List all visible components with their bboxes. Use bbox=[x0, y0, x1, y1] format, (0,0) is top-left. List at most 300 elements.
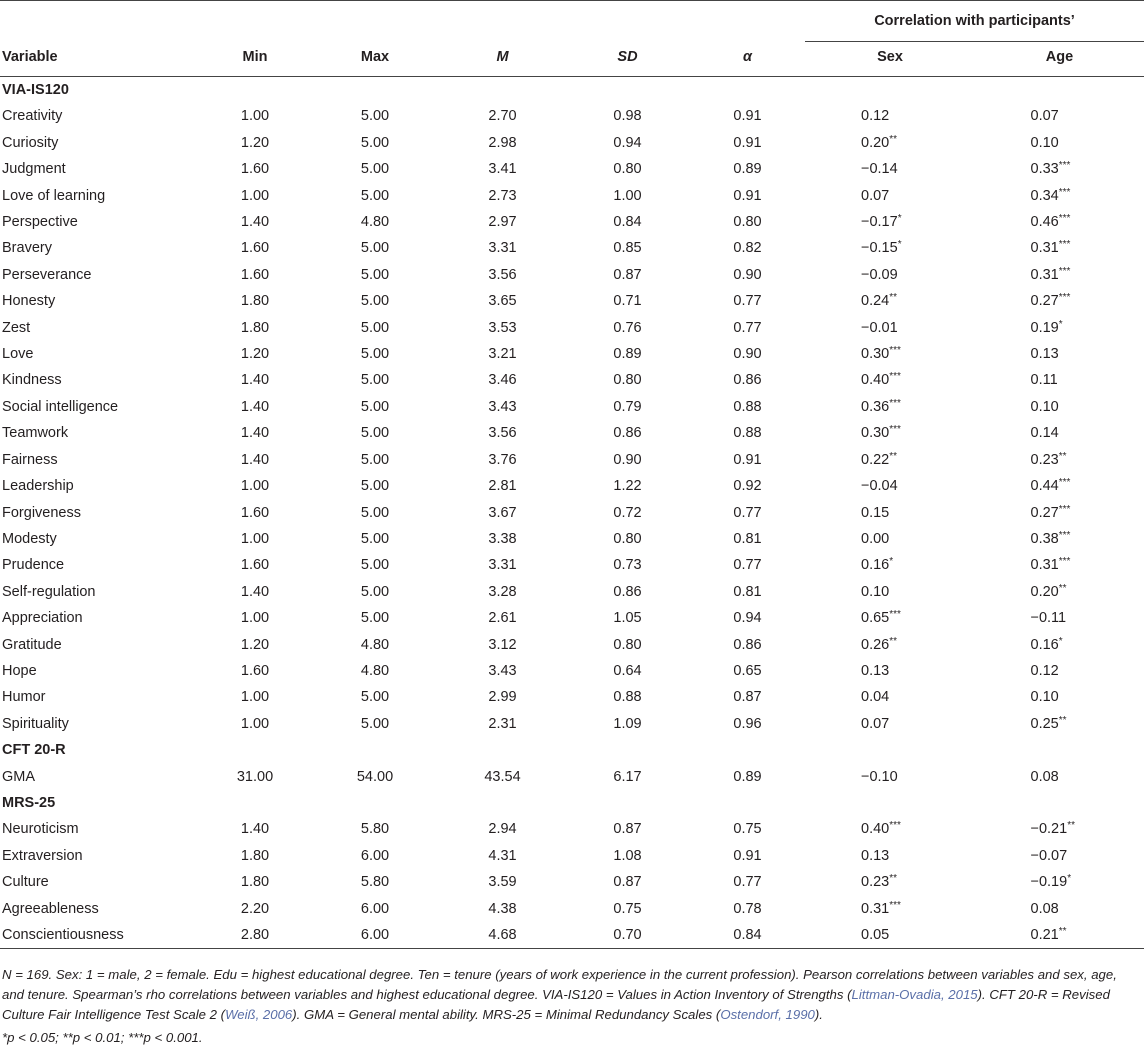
min-cell: 1.80 bbox=[240, 293, 270, 310]
sd-cell: 0.86 bbox=[613, 583, 642, 600]
alpha-cell: 0.89 bbox=[733, 161, 762, 178]
sd-cell: 1.05 bbox=[613, 610, 642, 627]
table-row bbox=[0, 473, 1144, 499]
age-corr-cell bbox=[975, 711, 1144, 737]
mean-cell: 2.94 bbox=[488, 821, 517, 838]
significance-stars: *** bbox=[1058, 186, 1071, 198]
sd-cell: 6.17 bbox=[613, 768, 642, 785]
sd-cell: 0.90 bbox=[613, 451, 642, 468]
min-cell: 1.40 bbox=[240, 214, 270, 231]
corr-value: 0.19 bbox=[1030, 319, 1059, 336]
table-row bbox=[0, 183, 1144, 209]
corr-value: 0.13 bbox=[861, 662, 890, 679]
variable-cell: Appreciation bbox=[2, 610, 83, 627]
corr-value: 0.16 bbox=[1030, 636, 1059, 653]
table-row bbox=[0, 579, 1144, 605]
variable-cell: Modesty bbox=[2, 530, 57, 547]
min-cell: 1.00 bbox=[240, 715, 270, 732]
corr-value: 0.40 bbox=[861, 372, 890, 389]
variable-cell: Extraversion bbox=[2, 847, 83, 864]
corr-value: 0.23 bbox=[861, 874, 890, 891]
max-cell: 5.00 bbox=[360, 187, 390, 204]
sex-corr-cell bbox=[805, 130, 975, 156]
age-corr-cell bbox=[975, 156, 1144, 182]
mean-cell: 4.31 bbox=[488, 847, 517, 864]
variable-cell: Leadership bbox=[2, 478, 74, 495]
max-cell: 5.00 bbox=[360, 240, 390, 257]
corr-value: 0.44 bbox=[1030, 478, 1059, 495]
significance-stars: *** bbox=[1058, 477, 1071, 489]
age-corr-cell bbox=[975, 420, 1144, 446]
corr-value: 0.15 bbox=[861, 504, 890, 521]
sd-cell: 0.76 bbox=[613, 319, 642, 336]
table-row bbox=[0, 341, 1144, 367]
mean-cell: 3.43 bbox=[488, 662, 517, 679]
significance-stars: ** bbox=[889, 873, 898, 885]
section-title: MRS-25 bbox=[2, 794, 56, 811]
age-corr-cell bbox=[975, 235, 1144, 261]
significance-stars: * bbox=[1067, 873, 1072, 885]
variable-cell: Social intelligence bbox=[2, 398, 119, 415]
age-corr-cell bbox=[975, 315, 1144, 341]
col-header-min: Min bbox=[200, 42, 310, 77]
table-row bbox=[0, 103, 1144, 129]
alpha-cell: 0.94 bbox=[733, 610, 762, 627]
corr-value: 0.26 bbox=[861, 636, 890, 653]
corr-value: 0.07 bbox=[861, 715, 890, 732]
min-cell: 1.60 bbox=[240, 557, 270, 574]
header-group-row bbox=[0, 1, 1144, 42]
sex-corr-cell bbox=[805, 922, 975, 949]
corr-value: 0.31 bbox=[1030, 240, 1059, 257]
section-title: CFT 20-R bbox=[2, 742, 66, 759]
variable-cell: Creativity bbox=[2, 108, 63, 125]
variable-cell: Self-regulation bbox=[2, 583, 96, 600]
alpha-cell: 0.81 bbox=[733, 530, 762, 547]
corr-value: 0.22 bbox=[861, 451, 890, 468]
table-row bbox=[0, 922, 1144, 949]
sex-corr-cell bbox=[805, 869, 975, 895]
max-cell: 5.00 bbox=[360, 346, 390, 363]
mean-cell: 3.21 bbox=[488, 346, 517, 363]
age-corr-cell bbox=[975, 367, 1144, 393]
age-corr-cell bbox=[975, 684, 1144, 710]
sd-cell: 0.80 bbox=[613, 530, 642, 547]
max-cell: 6.00 bbox=[360, 900, 390, 917]
table-row bbox=[0, 764, 1144, 790]
sd-cell: 0.89 bbox=[613, 346, 642, 363]
variable-cell: Prudence bbox=[2, 557, 65, 574]
column-header-row bbox=[0, 42, 1144, 77]
table-row bbox=[0, 552, 1144, 578]
significance-stars: * bbox=[889, 556, 894, 568]
sex-corr-cell bbox=[805, 447, 975, 473]
corr-value: 0.31 bbox=[1030, 266, 1059, 283]
sex-corr-cell bbox=[805, 235, 975, 261]
min-cell: 1.00 bbox=[240, 530, 270, 547]
corr-value: −0.04 bbox=[861, 478, 898, 495]
sex-corr-cell bbox=[805, 764, 975, 790]
corr-value: 0.31 bbox=[861, 900, 890, 917]
sex-corr-cell bbox=[805, 526, 975, 552]
significance-stars: ** bbox=[889, 133, 898, 145]
max-cell: 5.00 bbox=[360, 715, 390, 732]
table-row bbox=[0, 130, 1144, 156]
max-cell: 5.00 bbox=[360, 504, 390, 521]
max-cell: 5.00 bbox=[360, 161, 390, 178]
corr-value: 0.10 bbox=[861, 583, 890, 600]
max-cell: 5.80 bbox=[360, 821, 390, 838]
mean-cell: 3.43 bbox=[488, 398, 517, 415]
variable-cell: Fairness bbox=[2, 451, 58, 468]
section-header-row bbox=[0, 77, 1144, 104]
min-cell: 1.80 bbox=[240, 874, 270, 891]
sex-corr-cell bbox=[805, 843, 975, 869]
significance-stars: * bbox=[1058, 635, 1063, 647]
sex-corr-cell bbox=[805, 579, 975, 605]
mean-cell: 2.61 bbox=[488, 610, 517, 627]
corr-value: −0.19 bbox=[1030, 874, 1068, 891]
mean-cell: 3.12 bbox=[488, 636, 517, 653]
mean-cell: 3.65 bbox=[488, 293, 517, 310]
table-row bbox=[0, 896, 1144, 922]
sex-corr-cell bbox=[805, 684, 975, 710]
min-cell: 1.40 bbox=[240, 398, 270, 415]
table-row bbox=[0, 632, 1144, 658]
variable-cell: Culture bbox=[2, 874, 49, 891]
max-cell: 5.00 bbox=[360, 293, 390, 310]
citation-link-littman-ovadia[interactable]: Littman-Ovadia, 2015 bbox=[851, 987, 978, 1002]
corr-value: −0.17 bbox=[861, 214, 898, 231]
significance-stars: *** bbox=[1058, 556, 1071, 568]
variable-cell: Love bbox=[2, 346, 34, 363]
section-header-row bbox=[0, 790, 1144, 816]
sd-cell: 0.87 bbox=[613, 266, 642, 283]
significance-stars: *** bbox=[889, 820, 901, 832]
max-cell: 4.80 bbox=[360, 636, 390, 653]
corr-value: 0.10 bbox=[1030, 398, 1059, 415]
table-row bbox=[0, 156, 1144, 182]
age-corr-cell bbox=[975, 605, 1144, 631]
table-row bbox=[0, 816, 1144, 842]
alpha-cell: 0.88 bbox=[733, 398, 762, 415]
sd-cell: 0.85 bbox=[613, 240, 642, 257]
age-corr-cell bbox=[975, 526, 1144, 552]
variable-cell: Neuroticism bbox=[2, 821, 79, 838]
significance-stars: ** bbox=[1067, 820, 1075, 832]
sex-corr-cell bbox=[805, 473, 975, 499]
corr-value: 0.36 bbox=[861, 398, 890, 415]
significance-stars: ** bbox=[889, 450, 898, 462]
corr-value: 0.08 bbox=[1030, 768, 1059, 785]
table-row bbox=[0, 315, 1144, 341]
note-text-4: ). bbox=[814, 1007, 823, 1022]
sd-cell: 0.73 bbox=[613, 557, 642, 574]
max-cell: 5.00 bbox=[360, 108, 390, 125]
mean-cell: 3.56 bbox=[488, 266, 517, 283]
sex-corr-cell bbox=[805, 658, 975, 684]
significance-stars: * bbox=[1058, 318, 1063, 330]
alpha-cell: 0.91 bbox=[733, 847, 762, 864]
max-cell: 5.00 bbox=[360, 266, 390, 283]
significance-stars: *** bbox=[1058, 292, 1071, 304]
corr-value: 0.13 bbox=[1030, 346, 1059, 363]
variable-cell: Kindness bbox=[2, 372, 62, 389]
min-cell: 1.00 bbox=[240, 689, 270, 706]
mean-cell: 2.70 bbox=[488, 108, 517, 125]
significance-stars: *** bbox=[1058, 160, 1071, 172]
variable-cell: Humor bbox=[2, 689, 46, 706]
sd-cell: 0.70 bbox=[565, 922, 690, 949]
alpha-cell: 0.87 bbox=[733, 689, 762, 706]
variable-cell: Honesty bbox=[2, 293, 56, 310]
age-corr-cell bbox=[975, 579, 1144, 605]
sd-cell: 1.08 bbox=[613, 847, 642, 864]
significance-stars: ** bbox=[1058, 926, 1067, 937]
age-corr-cell bbox=[975, 632, 1144, 658]
corr-value: 0.07 bbox=[861, 187, 890, 204]
variable-cell: Bravery bbox=[2, 240, 52, 257]
corr-value: 0.00 bbox=[861, 530, 890, 547]
col-header-max: Max bbox=[310, 42, 440, 77]
table-body bbox=[0, 77, 1144, 949]
alpha-cell: 0.75 bbox=[733, 821, 762, 838]
citation-link-ostendorf[interactable]: Ostendorf, 1990 bbox=[720, 1007, 815, 1022]
corr-value: 0.12 bbox=[1030, 662, 1059, 679]
min-cell: 1.00 bbox=[240, 478, 270, 495]
min-cell: 1.40 bbox=[240, 451, 270, 468]
significance-stars: *** bbox=[1058, 503, 1071, 515]
alpha-cell: 0.91 bbox=[733, 134, 762, 151]
sex-corr-cell bbox=[805, 420, 975, 446]
alpha-cell: 0.77 bbox=[733, 557, 762, 574]
mean-cell: 2.81 bbox=[488, 478, 517, 495]
corr-value: 0.10 bbox=[1030, 134, 1059, 151]
significance-stars: *** bbox=[889, 609, 901, 621]
corr-value: 0.20 bbox=[861, 134, 890, 151]
table-row bbox=[0, 684, 1144, 710]
mean-cell: 3.28 bbox=[488, 583, 517, 600]
corr-value: 0.08 bbox=[1030, 900, 1059, 917]
mean-cell: 3.76 bbox=[488, 451, 517, 468]
corr-value: −0.14 bbox=[861, 161, 898, 178]
variable-cell: Zest bbox=[2, 319, 31, 336]
sd-cell: 0.87 bbox=[613, 821, 642, 838]
col-header-variable: Variable bbox=[0, 42, 200, 77]
corr-value: 0.12 bbox=[861, 108, 890, 125]
corr-value: 0.31 bbox=[1030, 557, 1059, 574]
corr-value: 0.30 bbox=[861, 346, 890, 363]
sex-corr-cell bbox=[805, 632, 975, 658]
corr-value: 0.38 bbox=[1030, 530, 1059, 547]
corr-value: 0.34 bbox=[1030, 187, 1059, 204]
age-corr-cell bbox=[975, 288, 1144, 314]
significance-stars: ** bbox=[889, 635, 898, 647]
mean-cell: 3.56 bbox=[488, 425, 517, 442]
age-corr-cell bbox=[975, 816, 1144, 842]
significance-stars: * bbox=[897, 239, 902, 251]
corr-value: −0.09 bbox=[861, 266, 898, 283]
sd-cell: 0.98 bbox=[613, 108, 642, 125]
corr-value: 0.23 bbox=[1030, 451, 1059, 468]
min-cell: 1.20 bbox=[240, 636, 270, 653]
alpha-cell: 0.80 bbox=[733, 214, 762, 231]
alpha-cell: 0.91 bbox=[733, 451, 762, 468]
alpha-cell: 0.89 bbox=[733, 768, 762, 785]
significance-stars: *** bbox=[889, 397, 901, 409]
min-cell: 1.60 bbox=[240, 161, 270, 178]
sex-corr-cell bbox=[805, 711, 975, 737]
sex-corr-cell bbox=[805, 605, 975, 631]
sd-cell: 0.75 bbox=[613, 900, 642, 917]
variable-cell: Perseverance bbox=[2, 266, 92, 283]
alpha-cell: 0.77 bbox=[733, 504, 762, 521]
mean-cell: 4.68 bbox=[440, 922, 565, 949]
age-corr-cell bbox=[975, 658, 1144, 684]
corr-value: 0.27 bbox=[1030, 293, 1059, 310]
min-cell: 1.40 bbox=[240, 821, 270, 838]
sex-corr-cell bbox=[805, 500, 975, 526]
min-cell: 1.20 bbox=[240, 134, 270, 151]
section-title: VIA-IS120 bbox=[2, 82, 69, 98]
age-corr-cell bbox=[975, 473, 1144, 499]
age-corr-cell bbox=[975, 262, 1144, 288]
alpha-cell: 0.81 bbox=[733, 583, 762, 600]
sd-cell: 1.22 bbox=[613, 478, 642, 495]
max-cell: 5.00 bbox=[360, 425, 390, 442]
sex-corr-cell bbox=[805, 262, 975, 288]
variable-cell: Spirituality bbox=[2, 715, 69, 732]
max-cell: 5.00 bbox=[360, 398, 390, 415]
alpha-cell: 0.96 bbox=[733, 715, 762, 732]
table-row bbox=[0, 605, 1144, 631]
variable-cell: Agreeableness bbox=[2, 900, 99, 917]
col-header-mean: M bbox=[440, 42, 565, 77]
mean-cell: 3.41 bbox=[488, 161, 517, 178]
sex-corr-cell bbox=[805, 103, 975, 129]
citation-link-weiss[interactable]: Weiß, 2006 bbox=[225, 1007, 293, 1022]
sex-corr-cell bbox=[805, 816, 975, 842]
max-cell: 6.00 bbox=[360, 847, 390, 864]
sd-cell: 0.80 bbox=[613, 161, 642, 178]
sd-cell: 0.72 bbox=[613, 504, 642, 521]
corr-value: 0.10 bbox=[1030, 689, 1059, 706]
min-cell: 1.60 bbox=[240, 504, 270, 521]
sd-cell: 0.88 bbox=[613, 689, 642, 706]
max-cell: 5.00 bbox=[360, 451, 390, 468]
mean-cell: 3.31 bbox=[488, 557, 517, 574]
min-cell: 1.80 bbox=[240, 847, 270, 864]
corr-value: 0.14 bbox=[1030, 425, 1059, 442]
sd-cell: 0.64 bbox=[613, 662, 642, 679]
age-corr-cell bbox=[975, 103, 1144, 129]
corr-value: 0.11 bbox=[1030, 372, 1058, 389]
alpha-cell: 0.77 bbox=[733, 319, 762, 336]
alpha-cell: 0.91 bbox=[733, 187, 762, 204]
age-corr-cell bbox=[975, 447, 1144, 473]
sex-corr-cell bbox=[805, 209, 975, 235]
sd-cell: 1.09 bbox=[613, 715, 642, 732]
corr-value: −0.21 bbox=[1030, 821, 1068, 838]
sex-corr-cell bbox=[805, 183, 975, 209]
max-cell: 5.00 bbox=[360, 319, 390, 336]
mean-cell: 2.97 bbox=[488, 214, 517, 231]
mean-cell: 4.38 bbox=[488, 900, 517, 917]
table-row bbox=[0, 843, 1144, 869]
corr-value: 0.20 bbox=[1030, 583, 1059, 600]
significance-stars: *** bbox=[889, 345, 901, 357]
table-note bbox=[2, 965, 1140, 1025]
corr-value: 0.24 bbox=[861, 293, 890, 310]
min-cell: 1.00 bbox=[240, 187, 270, 204]
corr-value: −0.10 bbox=[861, 768, 898, 785]
mean-cell: 3.67 bbox=[488, 504, 517, 521]
corr-value: −0.01 bbox=[861, 319, 898, 336]
significance-stars: *** bbox=[1058, 239, 1071, 251]
significance-stars: *** bbox=[1058, 213, 1071, 225]
sd-cell: 0.80 bbox=[613, 636, 642, 653]
min-cell: 1.80 bbox=[240, 319, 270, 336]
sex-corr-cell bbox=[805, 288, 975, 314]
min-cell: 1.00 bbox=[240, 108, 270, 125]
sd-cell: 0.79 bbox=[613, 398, 642, 415]
variable-cell: Judgment bbox=[2, 161, 66, 178]
sex-corr-cell bbox=[805, 394, 975, 420]
min-cell: 1.40 bbox=[240, 583, 270, 600]
sd-cell: 0.86 bbox=[613, 425, 642, 442]
alpha-cell: 0.86 bbox=[733, 372, 762, 389]
max-cell: 5.00 bbox=[360, 557, 390, 574]
variable-cell: GMA bbox=[2, 768, 36, 785]
age-corr-cell bbox=[975, 764, 1144, 790]
significance-stars: *** bbox=[889, 899, 901, 911]
variable-cell: Curiosity bbox=[2, 134, 59, 151]
table-row bbox=[0, 526, 1144, 552]
alpha-cell: 0.90 bbox=[733, 266, 762, 283]
sd-cell: 0.94 bbox=[613, 134, 642, 151]
mean-cell: 43.54 bbox=[484, 768, 521, 785]
table-row bbox=[0, 394, 1144, 420]
age-corr-cell bbox=[975, 209, 1144, 235]
max-cell: 5.00 bbox=[360, 478, 390, 495]
max-cell: 4.80 bbox=[360, 662, 390, 679]
variable-cell: Teamwork bbox=[2, 425, 69, 442]
variable-cell: Forgiveness bbox=[2, 504, 81, 521]
variable-cell: Conscientiousness bbox=[0, 922, 200, 949]
max-cell: 5.80 bbox=[360, 874, 390, 891]
corr-value: 0.46 bbox=[1030, 214, 1059, 231]
col-header-alpha: α bbox=[690, 42, 805, 77]
section-header-row bbox=[0, 737, 1144, 763]
mean-cell: 3.46 bbox=[488, 372, 517, 389]
variable-cell: Perspective bbox=[2, 214, 78, 231]
min-cell: 1.60 bbox=[240, 266, 270, 283]
significance-stars: *** bbox=[889, 371, 901, 383]
table-row bbox=[0, 209, 1144, 235]
col-header-sd: SD bbox=[565, 42, 690, 77]
min-cell: 1.00 bbox=[240, 610, 270, 627]
age-corr-cell bbox=[975, 130, 1144, 156]
mean-cell: 2.73 bbox=[488, 187, 517, 204]
sex-corr-cell bbox=[805, 896, 975, 922]
mean-cell: 3.53 bbox=[488, 319, 517, 336]
alpha-cell: 0.84 bbox=[690, 922, 805, 949]
min-cell: 1.40 bbox=[240, 425, 270, 442]
sd-cell: 0.71 bbox=[613, 293, 642, 310]
min-cell: 1.40 bbox=[240, 372, 270, 389]
min-cell: 31.00 bbox=[236, 768, 274, 785]
table-row bbox=[0, 420, 1144, 446]
